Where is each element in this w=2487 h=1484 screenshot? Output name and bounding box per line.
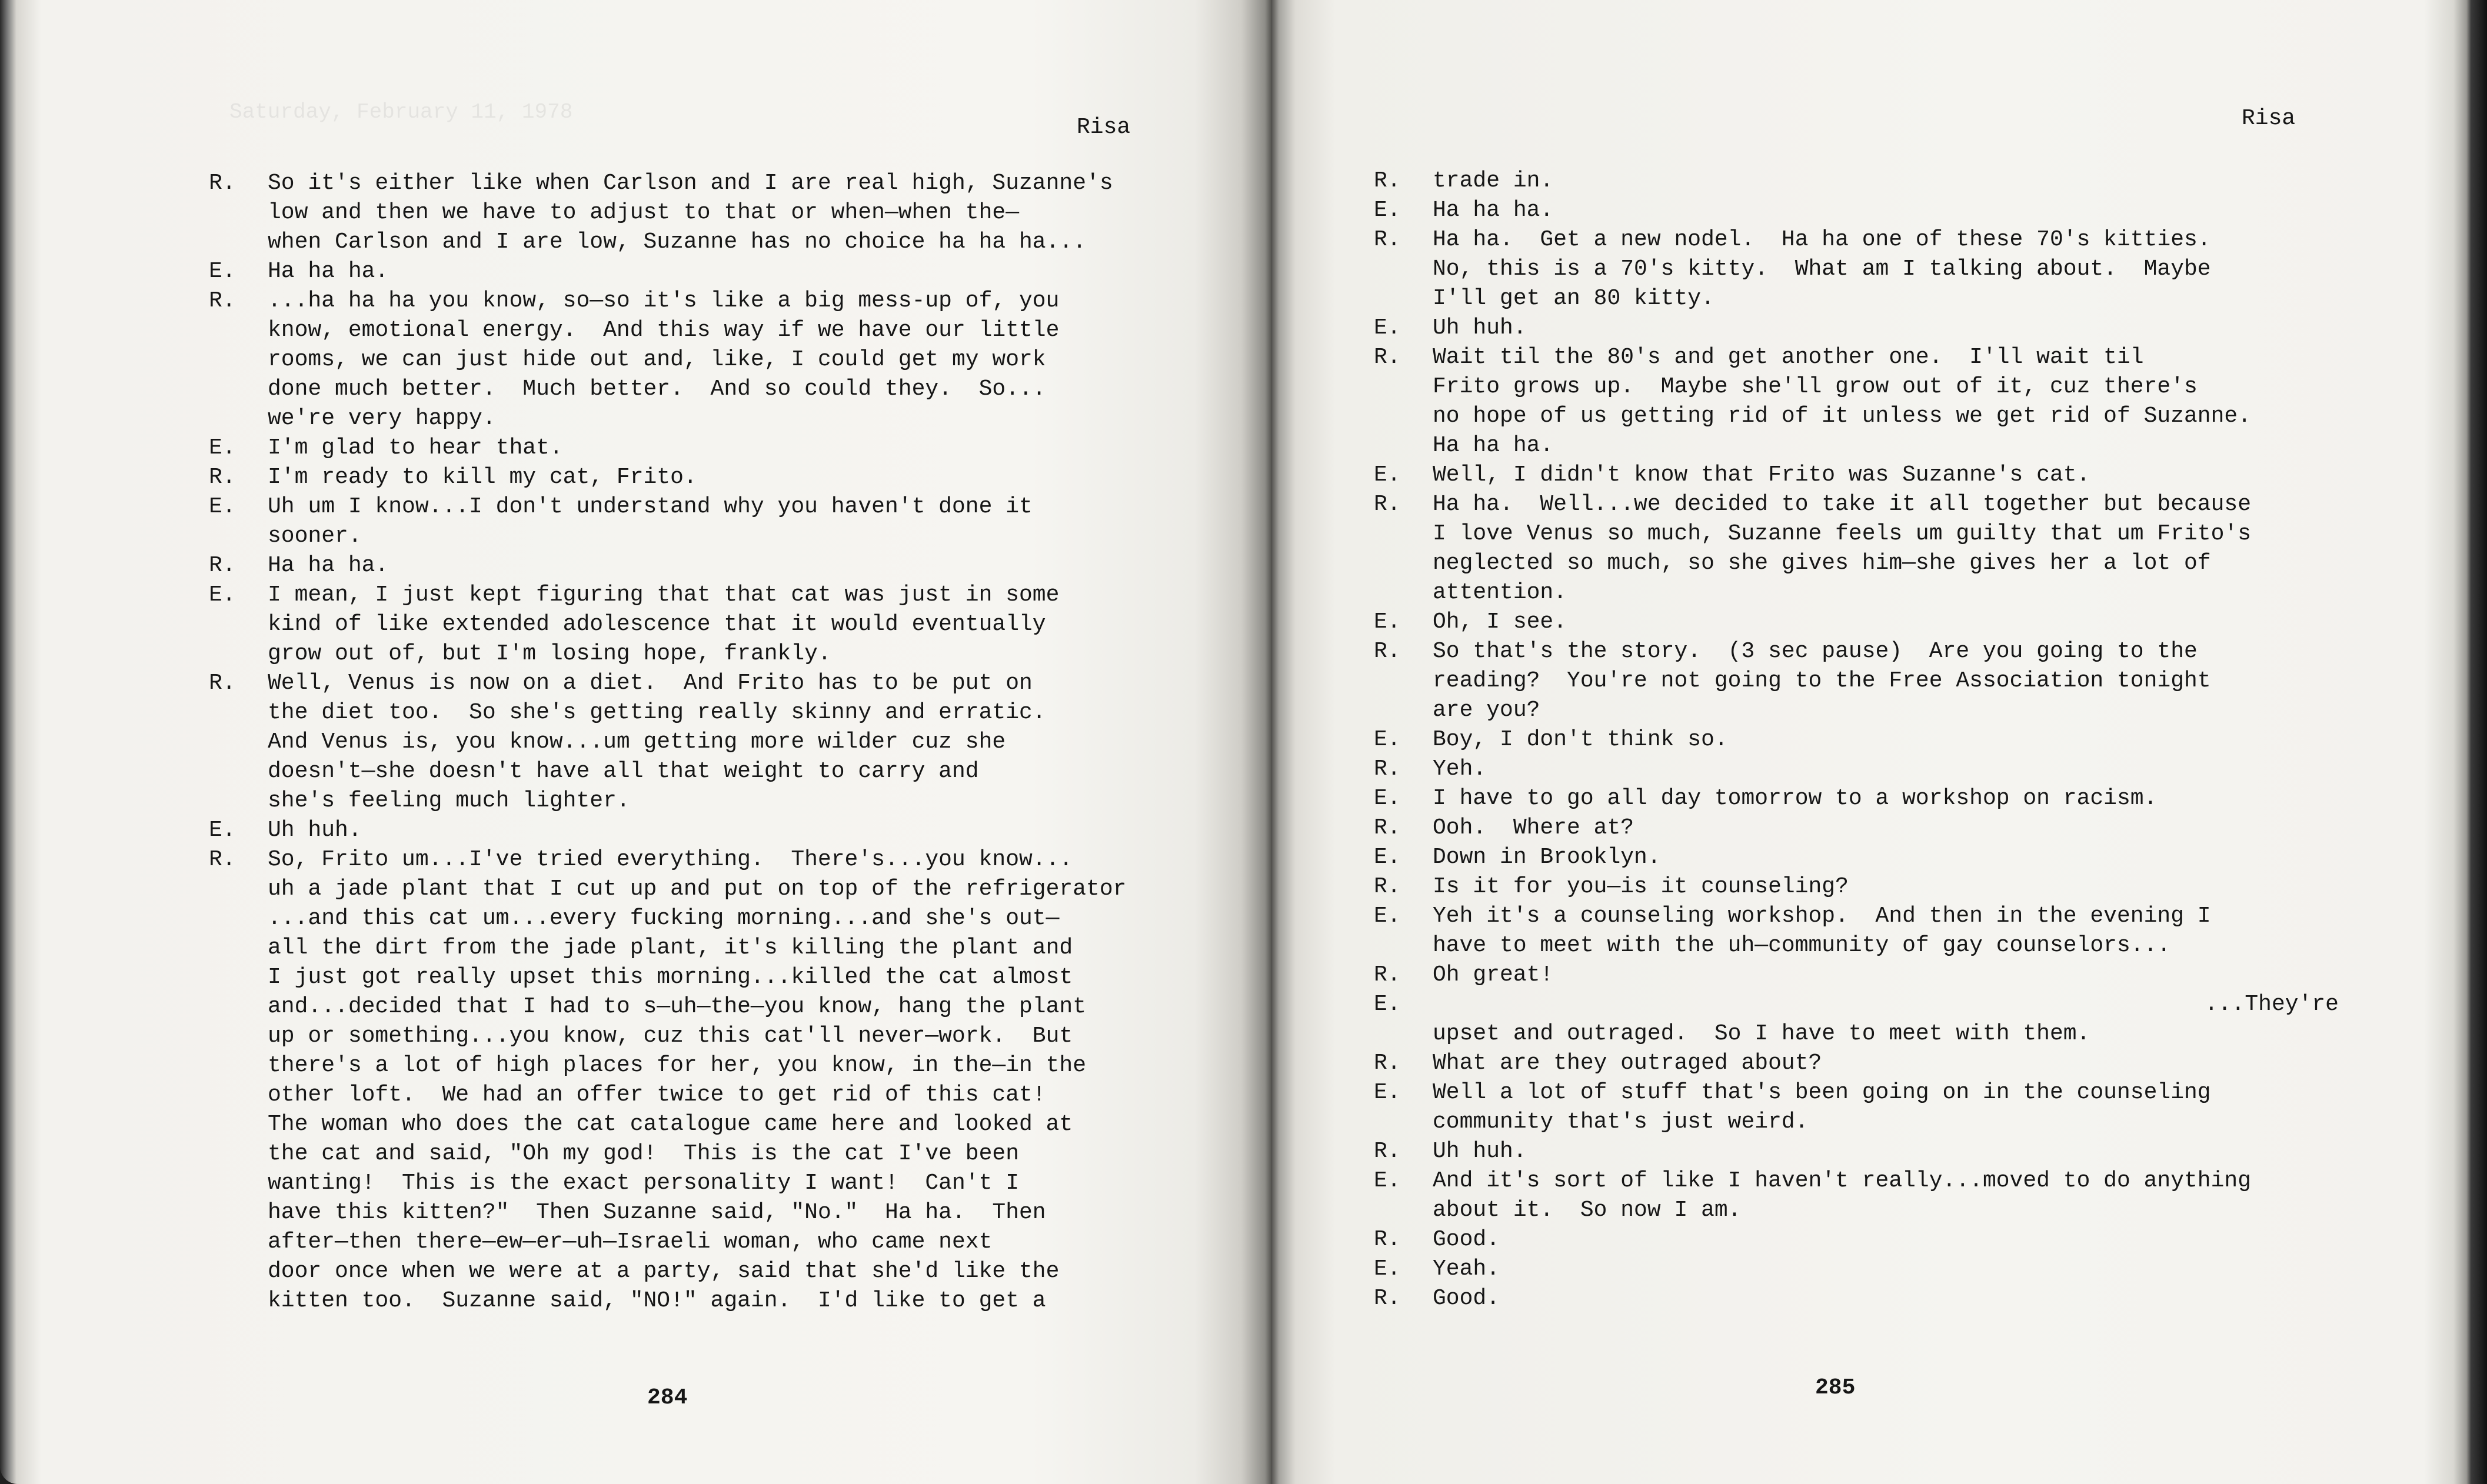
speaker-label: R. [209, 847, 236, 872]
line-text: no hope of us getting rid of it unless we get rid of Suzanne. [1433, 403, 2252, 429]
line-text: Ha ha ha. [268, 259, 389, 284]
speaker-label [209, 375, 268, 404]
speaker-label [209, 228, 268, 257]
transcript-line [1374, 1108, 2339, 1137]
speaker-label: E. [209, 259, 236, 284]
line-text: Oh, I see. [1433, 609, 1567, 635]
transcript-line [1374, 725, 2339, 755]
speaker-label [1374, 1019, 1433, 1049]
line-text: Boy, I don't think so. [1433, 727, 1728, 752]
transcript-line [1374, 813, 2339, 843]
speaker-label [209, 404, 268, 433]
speaker-label: R. [1374, 168, 1401, 194]
speaker-label: R. [1374, 1051, 1401, 1076]
transcript-line [1374, 314, 2339, 343]
speaker-label [209, 1198, 268, 1228]
transcript-line [209, 198, 1209, 228]
transcript-line [209, 963, 1209, 992]
transcript-line [209, 375, 1209, 404]
speaker-label: E. [1374, 609, 1401, 635]
transcript-line [1374, 1078, 2339, 1108]
transcript-line [209, 610, 1209, 639]
line-text: I'm ready to kill my cat, Frito. [268, 465, 697, 490]
speaker-label: E. [1374, 845, 1401, 870]
speaker-label [209, 1051, 268, 1081]
transcript-line [209, 316, 1209, 345]
speaker-label [209, 992, 268, 1022]
line-text: sooner. [268, 523, 362, 549]
transcript-line [209, 1286, 1209, 1316]
speaker-label: R. [209, 671, 236, 696]
speaker-label: R. [1374, 962, 1401, 988]
line-text: What are they outraged about? [1433, 1051, 1822, 1076]
line-text: I mean, I just kept figuring that that cat was just in some [268, 582, 1060, 608]
transcript-body [209, 169, 1209, 1316]
line-text: up or something...you know, cuz this cat'll never—work. But [268, 1023, 1073, 1049]
line-text: Ha ha. Get a new nodel. Ha ha one of these 70's kitties. [1433, 227, 2211, 252]
line-text: Ha ha. Well...we decided to take it all together but because [1433, 492, 2252, 517]
speaker-label: E. [1374, 786, 1401, 811]
line-text: Is it for you—is it counseling? [1433, 874, 1849, 899]
transcript-line [1374, 343, 2339, 372]
line-text: kind of like extended adolescence that it would eventually [268, 612, 1046, 637]
transcript-line [1374, 431, 2339, 461]
transcript-line [1374, 872, 2339, 902]
transcript-line [209, 286, 1209, 316]
line-text: neglected so much, so she gives him—she gives her a lot of [1433, 551, 2211, 576]
line-text: done much better. Much better. And so could they. So... [268, 376, 1046, 402]
speaker-label [1374, 255, 1433, 284]
line-text: Ha ha ha. [268, 553, 389, 578]
transcript-line [209, 816, 1209, 845]
transcript-line [209, 757, 1209, 786]
speaker-label: E. [1374, 1168, 1401, 1193]
line-text: know, emotional energy. And this way if we have our little [268, 318, 1060, 343]
speaker-label [209, 875, 268, 904]
right-page [1271, 0, 2471, 1484]
transcript-line [209, 786, 1209, 816]
speaker-label: R. [1374, 1286, 1401, 1311]
speaker-label: E. [209, 435, 236, 461]
transcript-line [1374, 990, 2339, 1019]
line-text: I have to go all day tomorrow to a workshop on racism. [1433, 786, 2158, 811]
line-text: she's feeling much lighter. [268, 788, 630, 813]
transcript-line [209, 992, 1209, 1022]
line-text: kitten too. Suzanne said, "NO!" again. I'd like to get a [268, 1288, 1046, 1313]
speaker-label [1374, 1108, 1433, 1137]
line-text: grow out of, but I'm losing hope, frankly. [268, 641, 831, 666]
transcript-line [209, 433, 1209, 463]
line-text: Well, I didn't know that Frito was Suzanne's cat. [1433, 462, 2090, 488]
line-text: Well, Venus is now on a diet. And Frito has to be put on [268, 671, 1033, 696]
transcript-line [209, 875, 1209, 904]
page-number: 285 [1815, 1375, 1856, 1400]
transcript-line [209, 1110, 1209, 1139]
speaker-label: E. [1374, 992, 1401, 1017]
transcript-line [1374, 490, 2339, 519]
transcript-line [1374, 637, 2339, 666]
transcript-line [1374, 225, 2339, 255]
speaker-label [209, 1286, 268, 1316]
speaker-label: R. [1374, 1139, 1401, 1164]
line-text: wanting! This is the exact personality I want! Can't I [268, 1170, 1020, 1196]
speaker-label [209, 728, 268, 757]
transcript-line [209, 522, 1209, 551]
line-text: ...They're [2204, 992, 2339, 1017]
line-text: And Venus is, you know...um getting more wilder cuz she [268, 729, 1006, 755]
transcript-line [1374, 696, 2339, 725]
speaker-label [209, 698, 268, 728]
transcript-line [209, 257, 1209, 286]
line-text: So it's either like when Carlson and I are real high, Suzanne's [268, 171, 1113, 196]
line-text: Good. [1433, 1286, 1500, 1311]
line-text: community that's just weird. [1433, 1109, 1809, 1135]
line-text: I just got really upset this morning...killed the cat almost [268, 965, 1073, 990]
transcript-line [209, 933, 1209, 963]
speaker-label [209, 904, 268, 933]
speaker-label [1374, 284, 1433, 314]
line-text: are you? [1433, 698, 1540, 723]
transcript-line [209, 169, 1209, 198]
transcript-line [1374, 372, 2339, 402]
transcript-line [209, 581, 1209, 610]
page-number: 284 [647, 1385, 688, 1410]
line-text: we're very happy. [268, 406, 496, 431]
speaker-label [209, 933, 268, 963]
transcript-line [1374, 1284, 2339, 1313]
line-text: trade in. [1433, 168, 1554, 194]
line-text: all the dirt from the jade plant, it's killing the plant and [268, 935, 1073, 961]
line-text: Frito grows up. Maybe she'll grow out of it, cuz there's [1433, 374, 2198, 399]
line-text: Ooh. Where at? [1433, 815, 1634, 841]
transcript-line [209, 1051, 1209, 1081]
line-text: door once when we were at a party, said that she'd like the [268, 1259, 1060, 1284]
speaker-label [209, 522, 268, 551]
line-text: attention. [1433, 580, 1567, 605]
page-header: Risa [2242, 106, 2296, 131]
transcript-line [209, 404, 1209, 433]
speaker-label: R. [1374, 227, 1401, 252]
line-text: have this kitten?" Then Suzanne said, "No." Ha ha. Then [268, 1200, 1046, 1225]
speaker-label: R. [1374, 492, 1401, 517]
speaker-label: E. [1374, 1080, 1401, 1105]
line-text: have to meet with the uh—community of gay counselors... [1433, 933, 2171, 958]
line-text: Uh um I know...I don't understand why you haven't done it [268, 494, 1033, 519]
speaker-label: R. [209, 465, 236, 490]
speaker-label: R. [1374, 815, 1401, 841]
transcript-line [1374, 578, 2339, 608]
speaker-label: E. [1374, 903, 1401, 929]
transcript-line [209, 228, 1209, 257]
speaker-label [209, 1110, 268, 1139]
transcript-line [1374, 402, 2339, 431]
line-text: ...ha ha ha you know, so—so it's like a big mess-up of, you [268, 288, 1060, 314]
bleed-through-text: Saturday, February 11, 1978 [229, 100, 573, 124]
transcript-line [1374, 931, 2339, 961]
line-text: The woman who does the cat catalogue came here and looked at [268, 1112, 1073, 1137]
transcript-line [1374, 1049, 2339, 1078]
line-text: Uh huh. [268, 818, 362, 843]
speaker-label [209, 198, 268, 228]
line-text: Oh great! [1433, 962, 1554, 988]
line-text: I'll get an 80 kitty. [1433, 286, 1714, 311]
transcript-line [1374, 902, 2339, 931]
transcript-line [1374, 196, 2339, 225]
transcript-line [209, 639, 1209, 669]
speaker-label [1374, 578, 1433, 608]
speaker-label [1374, 519, 1433, 549]
speaker-label [209, 1169, 268, 1198]
line-text: about it. So now I am. [1433, 1198, 1742, 1223]
line-text: Well a lot of stuff that's been going on in the counseling [1433, 1080, 2211, 1105]
transcript-line [209, 728, 1209, 757]
line-text: Wait til the 80's and get another one. I'll wait til [1433, 345, 2144, 370]
line-text: upset and outraged. So I have to meet with them. [1433, 1021, 2090, 1046]
transcript-line [1374, 961, 2339, 990]
speaker-label: E. [1374, 727, 1401, 752]
transcript-line [209, 1139, 1209, 1169]
line-text: there's a lot of high places for her, you know, in the—in the [268, 1053, 1087, 1078]
line-text: ...and this cat um...every fucking morning...and she's out— [268, 906, 1060, 931]
speaker-label: R. [1374, 639, 1401, 664]
speaker-label [1374, 372, 1433, 402]
speaker-label: R. [1374, 756, 1401, 782]
speaker-label [1374, 666, 1433, 696]
speaker-label: R. [1374, 1227, 1401, 1252]
line-text: Ha ha ha. [1433, 198, 1554, 223]
line-text: and...decided that I had to s—uh—the—you know, hang the plant [268, 994, 1087, 1019]
speaker-label: E. [209, 494, 236, 519]
line-text: Yeah. [1433, 1256, 1500, 1282]
line-text: doesn't—she doesn't have all that weight to carry and [268, 759, 979, 784]
transcript-line [209, 669, 1209, 698]
transcript-line [1374, 1255, 2339, 1284]
transcript-line [209, 1169, 1209, 1198]
line-text: reading? You're not going to the Free Association tonight [1433, 668, 2211, 693]
speaker-label: E. [1374, 315, 1401, 341]
transcript-line [1374, 843, 2339, 872]
speaker-label [1374, 549, 1433, 578]
transcript-line [1374, 284, 2339, 314]
transcript-line [1374, 755, 2339, 784]
transcript-line [1374, 549, 2339, 578]
line-text: Good. [1433, 1227, 1500, 1252]
transcript-line [1374, 461, 2339, 490]
line-text: Uh huh. [1433, 315, 1527, 341]
line-text: I love Venus so much, Suzanne feels um guilty that um Frito's [1433, 521, 2252, 546]
line-text: other loft. We had an offer twice to get rid of this cat! [268, 1082, 1046, 1108]
line-text: And it's sort of like I haven't really...moved to do anything [1433, 1168, 2252, 1193]
line-text: low and then we have to adjust to that or when—when the— [268, 200, 1020, 225]
line-text: the diet too. So she's getting really skinny and erratic. [268, 700, 1046, 725]
speaker-label: R. [1374, 874, 1401, 899]
speaker-label [1374, 431, 1433, 461]
transcript-line [209, 463, 1209, 492]
speaker-label [209, 963, 268, 992]
transcript-line [1374, 255, 2339, 284]
speaker-label: R. [209, 171, 236, 196]
transcript-line [1374, 1019, 2339, 1049]
transcript-line [209, 1198, 1209, 1228]
line-text: Yeh it's a counseling workshop. And then in the evening I [1433, 903, 2211, 929]
line-text: after—then there—ew—er—uh—Israeli woman, who came next [268, 1229, 993, 1255]
speaker-label [209, 1022, 268, 1051]
transcript-line [209, 1081, 1209, 1110]
line-text: Ha ha ha. [1433, 433, 1554, 458]
transcript-line [1374, 1225, 2339, 1255]
line-text: Yeh. [1433, 756, 1487, 782]
transcript-line [1374, 1137, 2339, 1166]
line-text: Uh huh. [1433, 1139, 1527, 1164]
speaker-label: E. [1374, 462, 1401, 488]
line-text: So, Frito um...I've tried everything. There's...you know... [268, 847, 1073, 872]
line-text: Down in Brooklyn. [1433, 845, 1661, 870]
speaker-label [209, 610, 268, 639]
line-text: the cat and said, "Oh my god! This is the cat I've been [268, 1141, 1020, 1166]
transcript-line [209, 492, 1209, 522]
transcript-line [1374, 1196, 2339, 1225]
transcript-line [1374, 519, 2339, 549]
speaker-label: E. [1374, 198, 1401, 223]
transcript-line [1374, 666, 2339, 696]
transcript-body [1374, 166, 2339, 1313]
speaker-label [209, 757, 268, 786]
transcript-line [209, 345, 1209, 375]
speaker-label [209, 786, 268, 816]
line-text: uh a jade plant that I cut up and put on top of the refrigerator [268, 876, 1127, 902]
speaker-label: E. [1374, 1256, 1401, 1282]
transcript-line [209, 551, 1209, 581]
transcript-line [209, 1257, 1209, 1286]
speaker-label [209, 1228, 268, 1257]
book-edge [2471, 0, 2487, 1484]
speaker-label: R. [209, 288, 236, 314]
transcript-line [1374, 166, 2339, 196]
transcript-line [209, 904, 1209, 933]
transcript-line [209, 698, 1209, 728]
transcript-line [1374, 1166, 2339, 1196]
speaker-label: R. [1374, 345, 1401, 370]
speaker-label [209, 345, 268, 375]
speaker-label [1374, 402, 1433, 431]
speaker-label [209, 639, 268, 669]
speaker-label: E. [209, 582, 236, 608]
line-text: I'm glad to hear that. [268, 435, 563, 461]
speaker-label [1374, 1196, 1433, 1225]
transcript-line [209, 1228, 1209, 1257]
speaker-label: R. [209, 553, 236, 578]
speaker-label [1374, 931, 1433, 961]
page-header: Risa [1077, 115, 1131, 140]
transcript-line [209, 845, 1209, 875]
speaker-label: E. [209, 818, 236, 843]
transcript-line [1374, 608, 2339, 637]
speaker-label [209, 1081, 268, 1110]
transcript-line [209, 1022, 1209, 1051]
speaker-label [209, 1257, 268, 1286]
line-text: when Carlson and I are low, Suzanne has no choice ha ha ha... [268, 229, 1087, 255]
speaker-label [209, 316, 268, 345]
line-text: So that's the story. (3 sec pause) Are you going to the [1433, 639, 2198, 664]
line-text: rooms, we can just hide out and, like, I could get my work [268, 347, 1046, 372]
transcript-line [1374, 784, 2339, 813]
speaker-label [1374, 696, 1433, 725]
line-text: No, this is a 70's kitty. What am I talking about. Maybe [1433, 256, 2211, 282]
speaker-label [209, 1139, 268, 1169]
